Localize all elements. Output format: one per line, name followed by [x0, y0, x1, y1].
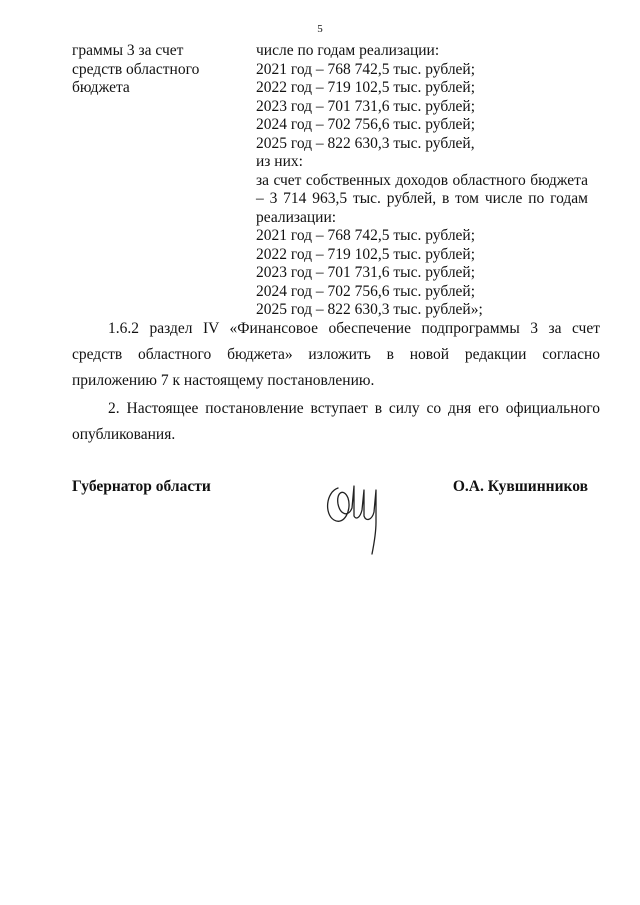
left-cell-line: граммы 3 за счет [72, 42, 184, 59]
right-cell-line: 2022 год – 719 102,5 тыс. рублей; [256, 245, 476, 263]
right-cell-own-revenue: за счет собственных доходов областного бюджета – 3 714 963,5 тыс. рублей, в том числе по годам реализации: [256, 171, 588, 226]
table-right-cell [256, 42, 588, 320]
handwritten-signature [322, 470, 392, 560]
right-cell-line: числе по годам реализации: [256, 42, 440, 59]
right-cell-line: 2025 год – 822 630,3 тыс. рублей, [256, 134, 475, 152]
signatory-name: О.А. Кувшинников [452, 478, 588, 495]
right-cell-line: 2023 год – 701 731,6 тыс. рублей; [256, 97, 476, 115]
right-cell-line: 2024 год – 702 756,6 тыс. рублей; [256, 116, 476, 133]
right-cell-line: 2023 год – 701 731,6 тыс. рублей; [256, 264, 476, 281]
paragraph-1-6-2: 1.6.2 раздел IV «Финансовое обеспечение подпрограммы 3 за счет средств областного бюджета» изложить в новой редакции согласно приложению 7 к настоящему постановлению. [72, 320, 600, 389]
right-cell-line: 2025 год – 822 630,3 тыс. рублей»; [256, 301, 483, 318]
left-cell-line: средств областного [72, 60, 200, 78]
signature-block [72, 478, 588, 558]
right-cell-line: 2021 год – 768 742,5 тыс. рублей; [256, 227, 476, 244]
signatory-title: Губернатор области [72, 478, 211, 495]
right-cell-line: 2021 год – 768 742,5 тыс. рублей; [256, 60, 476, 78]
table-left-cell [72, 42, 242, 98]
left-cell-line: бюджета [72, 79, 130, 96]
right-cell-line: из них: [256, 153, 303, 170]
page-number: 5 [317, 23, 323, 35]
right-cell-line: 2022 год – 719 102,5 тыс. рублей; [256, 79, 476, 96]
paragraph-2: 2. Настоящее постановление вступает в силу со дня его официального опубликования. [72, 400, 600, 443]
right-cell-line: 2024 год – 702 756,6 тыс. рублей; [256, 282, 476, 300]
